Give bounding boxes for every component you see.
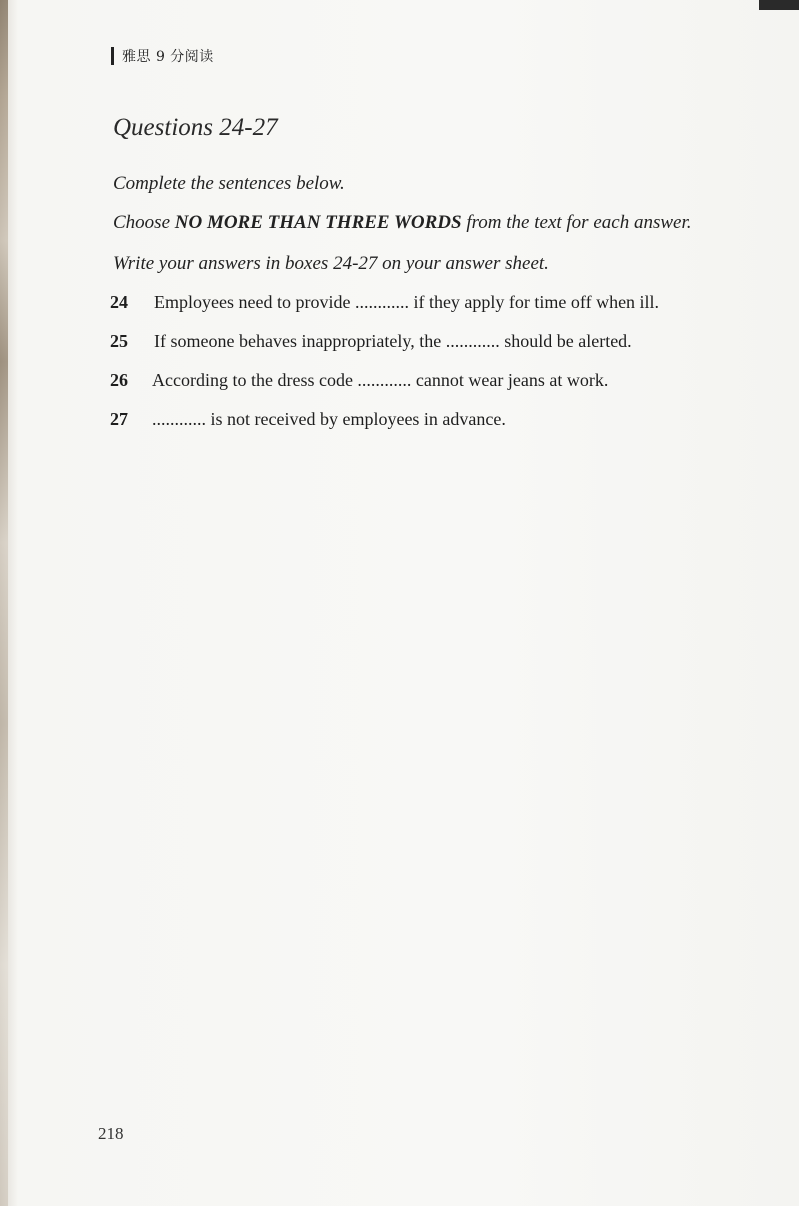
question-number: 26 xyxy=(110,370,128,390)
question-item xyxy=(110,409,506,430)
page-number: 218 xyxy=(98,1124,124,1143)
page-binding-edge xyxy=(0,0,8,1206)
question-text: ............ is not received by employees in advance. xyxy=(152,409,506,429)
instruction-word-limit: NO MORE THAN THREE WORDS xyxy=(174,212,462,233)
section-title: Questions 24-27 xyxy=(113,114,278,141)
question-text: Employees need to provide ............ if they apply for time off when ill. xyxy=(154,292,660,312)
instruction-line-2-prefix: Choose xyxy=(113,212,175,233)
instruction-line-2-suffix: from the text for each answer. xyxy=(461,212,692,233)
question-text: If someone behaves inappropriately, the ............ should be alerted. xyxy=(154,331,632,351)
question-number: 24 xyxy=(110,292,128,312)
question-number: 27 xyxy=(110,409,128,429)
question-number: 25 xyxy=(110,331,128,351)
question-item xyxy=(110,292,659,313)
question-item xyxy=(110,331,632,352)
book-title: 雅思 9 分阅读 xyxy=(122,49,214,65)
instruction-line-1: Complete the sentences below. xyxy=(113,173,345,194)
instruction-line-3: Write your answers in boxes 24-27 on your answer sheet. xyxy=(113,253,549,274)
header-marker-bar xyxy=(111,47,114,65)
running-header xyxy=(111,46,214,66)
question-text: According to the dress code ............ cannot wear jeans at work. xyxy=(152,370,609,390)
question-item xyxy=(110,370,608,391)
instruction-line-2 xyxy=(113,212,691,234)
scan-corner-shadow xyxy=(759,0,799,10)
